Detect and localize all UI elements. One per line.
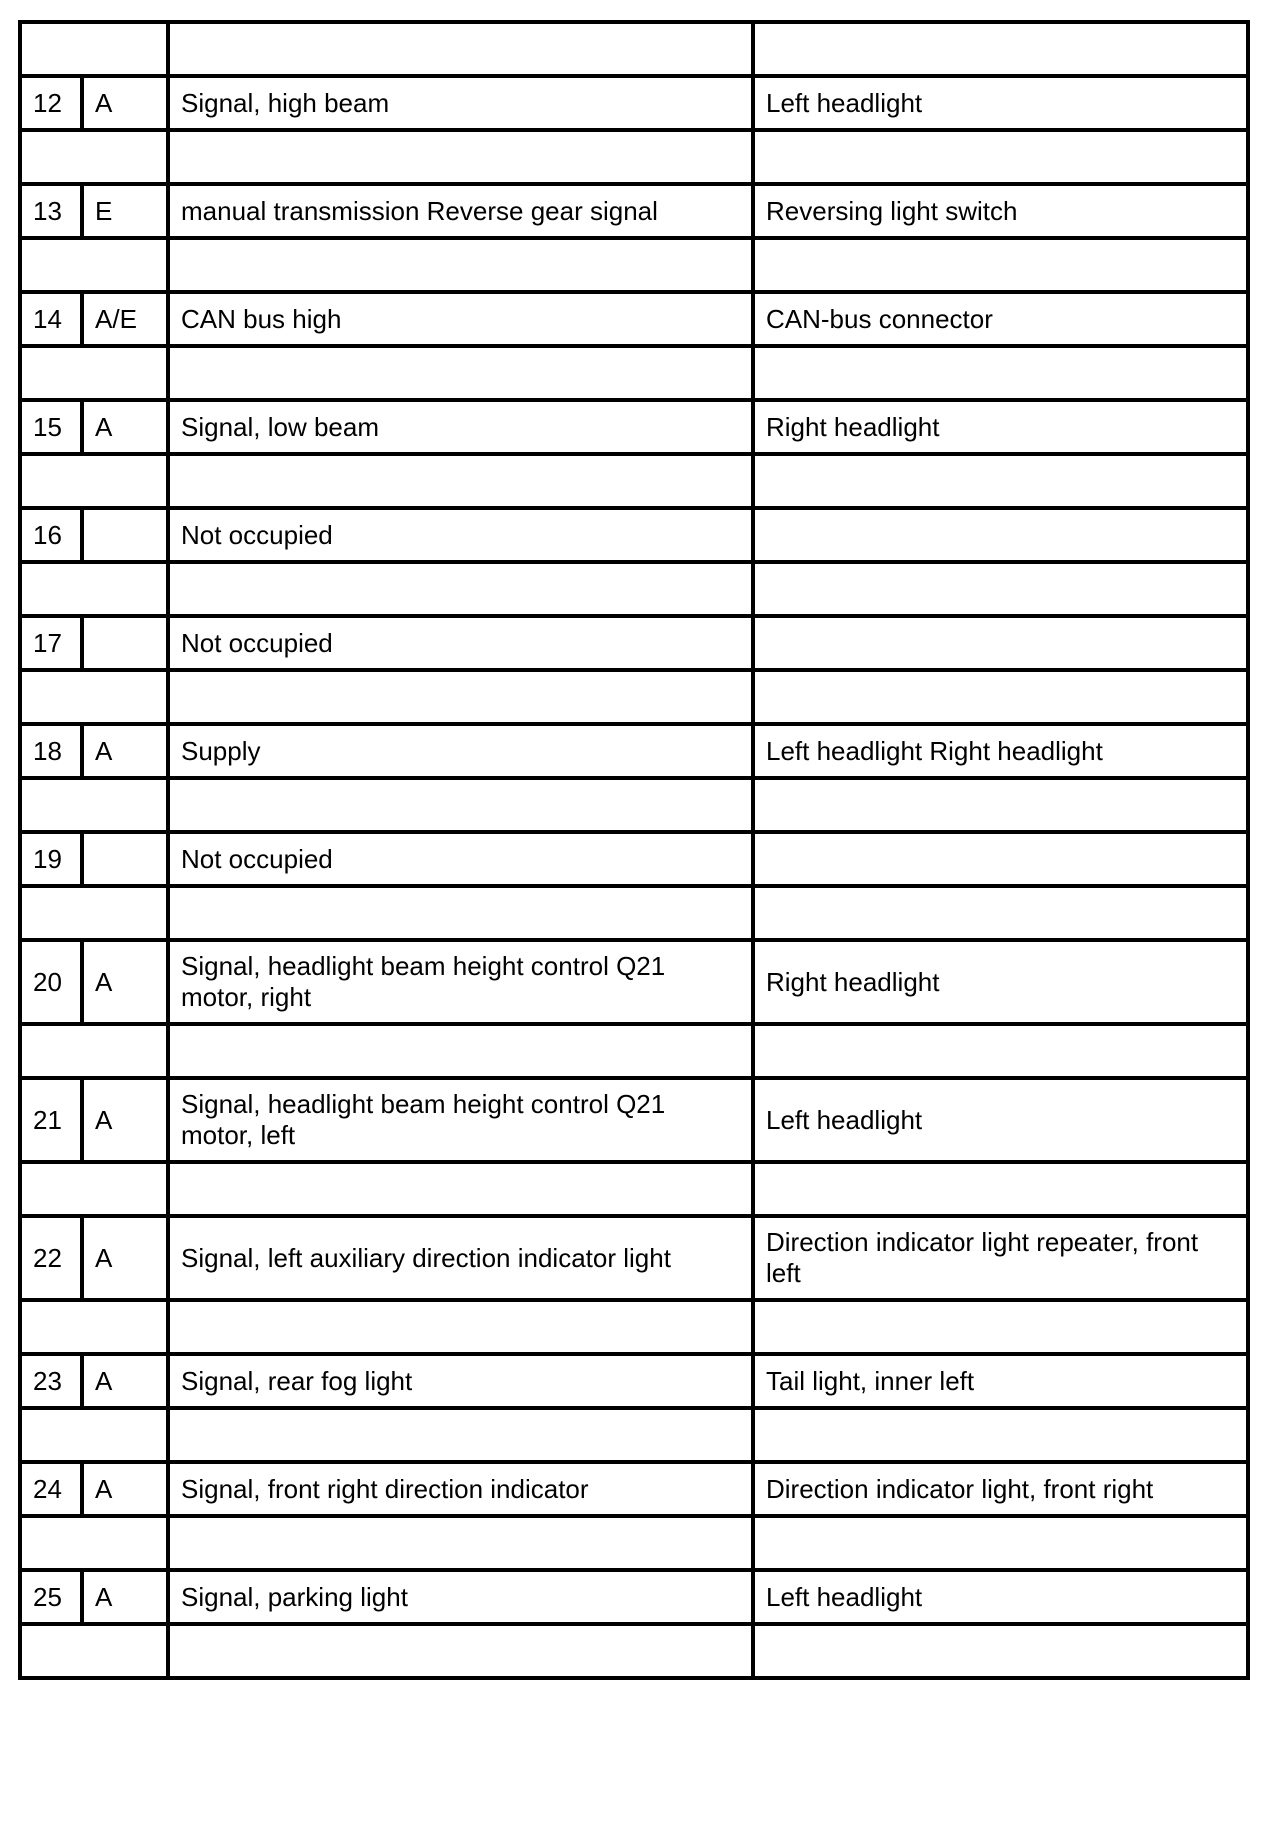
- spacer-cell: [168, 1162, 753, 1216]
- description-cell: Signal, high beam: [168, 76, 753, 130]
- component-cell: Direction indicator light repeater, front left: [753, 1216, 1248, 1300]
- spacer-cell: [168, 886, 753, 940]
- spacer-cell: [753, 1408, 1248, 1462]
- description-cell: Signal, low beam: [168, 400, 753, 454]
- spacer-cell: [168, 346, 753, 400]
- spacer-cell: [753, 1024, 1248, 1078]
- pin-number-cell: 17: [20, 616, 82, 670]
- pin-number-cell: 23: [20, 1354, 82, 1408]
- spacer-row: [20, 1162, 1248, 1216]
- spacer-cell: [20, 1162, 168, 1216]
- description-cell: Not occupied: [168, 832, 753, 886]
- description-cell: Not occupied: [168, 508, 753, 562]
- pin-row: [20, 1216, 1248, 1300]
- spacer-cell: [753, 778, 1248, 832]
- spacer-row: [20, 1024, 1248, 1078]
- pin-number-cell: 14: [20, 292, 82, 346]
- spacer-cell: [20, 778, 168, 832]
- pin-row: [20, 1462, 1248, 1516]
- spacer-cell: [20, 562, 168, 616]
- spacer-cell: [20, 1024, 168, 1078]
- description-cell: Supply: [168, 724, 753, 778]
- spacer-cell: [20, 670, 168, 724]
- spacer-row: [20, 22, 1248, 76]
- pin-table-body: [20, 22, 1248, 1678]
- pin-row: [20, 1354, 1248, 1408]
- signal-type-cell: [82, 832, 168, 886]
- spacer-cell: [20, 130, 168, 184]
- pin-number-cell: 24: [20, 1462, 82, 1516]
- description-cell: Signal, left auxiliary direction indicator light: [168, 1216, 753, 1300]
- spacer-cell: [753, 886, 1248, 940]
- spacer-row: [20, 670, 1248, 724]
- spacer-cell: [168, 1024, 753, 1078]
- spacer-cell: [753, 1162, 1248, 1216]
- spacer-cell: [753, 562, 1248, 616]
- component-cell: Right headlight: [753, 400, 1248, 454]
- signal-type-cell: A: [82, 1078, 168, 1162]
- pin-number-cell: 19: [20, 832, 82, 886]
- description-cell: Signal, headlight beam height control Q21 motor, left: [168, 1078, 753, 1162]
- pin-number-cell: 20: [20, 940, 82, 1024]
- spacer-cell: [168, 778, 753, 832]
- pin-row: [20, 724, 1248, 778]
- component-cell: [753, 508, 1248, 562]
- component-cell: Left headlight Right headlight: [753, 724, 1248, 778]
- spacer-cell: [168, 1408, 753, 1462]
- description-cell: Signal, headlight beam height control Q21 motor, right: [168, 940, 753, 1024]
- signal-type-cell: [82, 616, 168, 670]
- pin-row: [20, 508, 1248, 562]
- spacer-cell: [20, 238, 168, 292]
- spacer-cell: [20, 1624, 168, 1678]
- spacer-row: [20, 562, 1248, 616]
- spacer-cell: [753, 1300, 1248, 1354]
- pin-number-cell: 16: [20, 508, 82, 562]
- spacer-cell: [168, 130, 753, 184]
- spacer-row: [20, 238, 1248, 292]
- spacer-cell: [168, 562, 753, 616]
- spacer-row: [20, 778, 1248, 832]
- spacer-row: [20, 1300, 1248, 1354]
- spacer-cell: [753, 670, 1248, 724]
- signal-type-cell: E: [82, 184, 168, 238]
- pin-row: [20, 616, 1248, 670]
- description-cell: Signal, front right direction indicator: [168, 1462, 753, 1516]
- spacer-cell: [753, 22, 1248, 76]
- spacer-cell: [168, 1300, 753, 1354]
- spacer-row: [20, 886, 1248, 940]
- spacer-row: [20, 454, 1248, 508]
- signal-type-cell: A: [82, 76, 168, 130]
- signal-type-cell: A: [82, 1462, 168, 1516]
- component-cell: Left headlight: [753, 1570, 1248, 1624]
- signal-type-cell: A/E: [82, 292, 168, 346]
- spacer-cell: [753, 238, 1248, 292]
- spacer-cell: [20, 886, 168, 940]
- pin-row: [20, 940, 1248, 1024]
- pin-row: [20, 1078, 1248, 1162]
- spacer-cell: [20, 346, 168, 400]
- signal-type-cell: A: [82, 1570, 168, 1624]
- spacer-cell: [753, 130, 1248, 184]
- pin-assignment-table: [18, 20, 1250, 1680]
- spacer-row: [20, 1408, 1248, 1462]
- spacer-cell: [20, 1408, 168, 1462]
- pin-row: [20, 1570, 1248, 1624]
- description-cell: Not occupied: [168, 616, 753, 670]
- spacer-cell: [168, 1624, 753, 1678]
- pin-number-cell: 25: [20, 1570, 82, 1624]
- spacer-cell: [753, 346, 1248, 400]
- spacer-row: [20, 1516, 1248, 1570]
- spacer-row: [20, 346, 1248, 400]
- component-cell: Tail light, inner left: [753, 1354, 1248, 1408]
- pin-number-cell: 15: [20, 400, 82, 454]
- component-cell: Direction indicator light, front right: [753, 1462, 1248, 1516]
- component-cell: Left headlight: [753, 76, 1248, 130]
- pin-number-cell: 22: [20, 1216, 82, 1300]
- component-cell: Right headlight: [753, 940, 1248, 1024]
- spacer-row: [20, 130, 1248, 184]
- spacer-cell: [168, 454, 753, 508]
- pin-number-cell: 18: [20, 724, 82, 778]
- signal-type-cell: A: [82, 940, 168, 1024]
- pin-row: [20, 400, 1248, 454]
- description-cell: CAN bus high: [168, 292, 753, 346]
- spacer-cell: [753, 1516, 1248, 1570]
- spacer-cell: [20, 22, 168, 76]
- spacer-cell: [753, 454, 1248, 508]
- spacer-cell: [168, 670, 753, 724]
- component-cell: Reversing light switch: [753, 184, 1248, 238]
- signal-type-cell: A: [82, 724, 168, 778]
- component-cell: CAN-bus connector: [753, 292, 1248, 346]
- description-cell: Signal, parking light: [168, 1570, 753, 1624]
- spacer-cell: [20, 454, 168, 508]
- spacer-row: [20, 1624, 1248, 1678]
- pin-row: [20, 832, 1248, 886]
- pin-number-cell: 12: [20, 76, 82, 130]
- pin-row: [20, 76, 1248, 130]
- spacer-cell: [20, 1300, 168, 1354]
- component-cell: [753, 832, 1248, 886]
- spacer-cell: [753, 1624, 1248, 1678]
- pin-row: [20, 184, 1248, 238]
- signal-type-cell: A: [82, 400, 168, 454]
- signal-type-cell: A: [82, 1216, 168, 1300]
- spacer-cell: [168, 22, 753, 76]
- pin-row: [20, 292, 1248, 346]
- description-cell: manual transmission Reverse gear signal: [168, 184, 753, 238]
- component-cell: Left headlight: [753, 1078, 1248, 1162]
- spacer-cell: [20, 1516, 168, 1570]
- pin-number-cell: 13: [20, 184, 82, 238]
- signal-type-cell: [82, 508, 168, 562]
- component-cell: [753, 616, 1248, 670]
- spacer-cell: [168, 238, 753, 292]
- signal-type-cell: A: [82, 1354, 168, 1408]
- spacer-cell: [168, 1516, 753, 1570]
- description-cell: Signal, rear fog light: [168, 1354, 753, 1408]
- pin-number-cell: 21: [20, 1078, 82, 1162]
